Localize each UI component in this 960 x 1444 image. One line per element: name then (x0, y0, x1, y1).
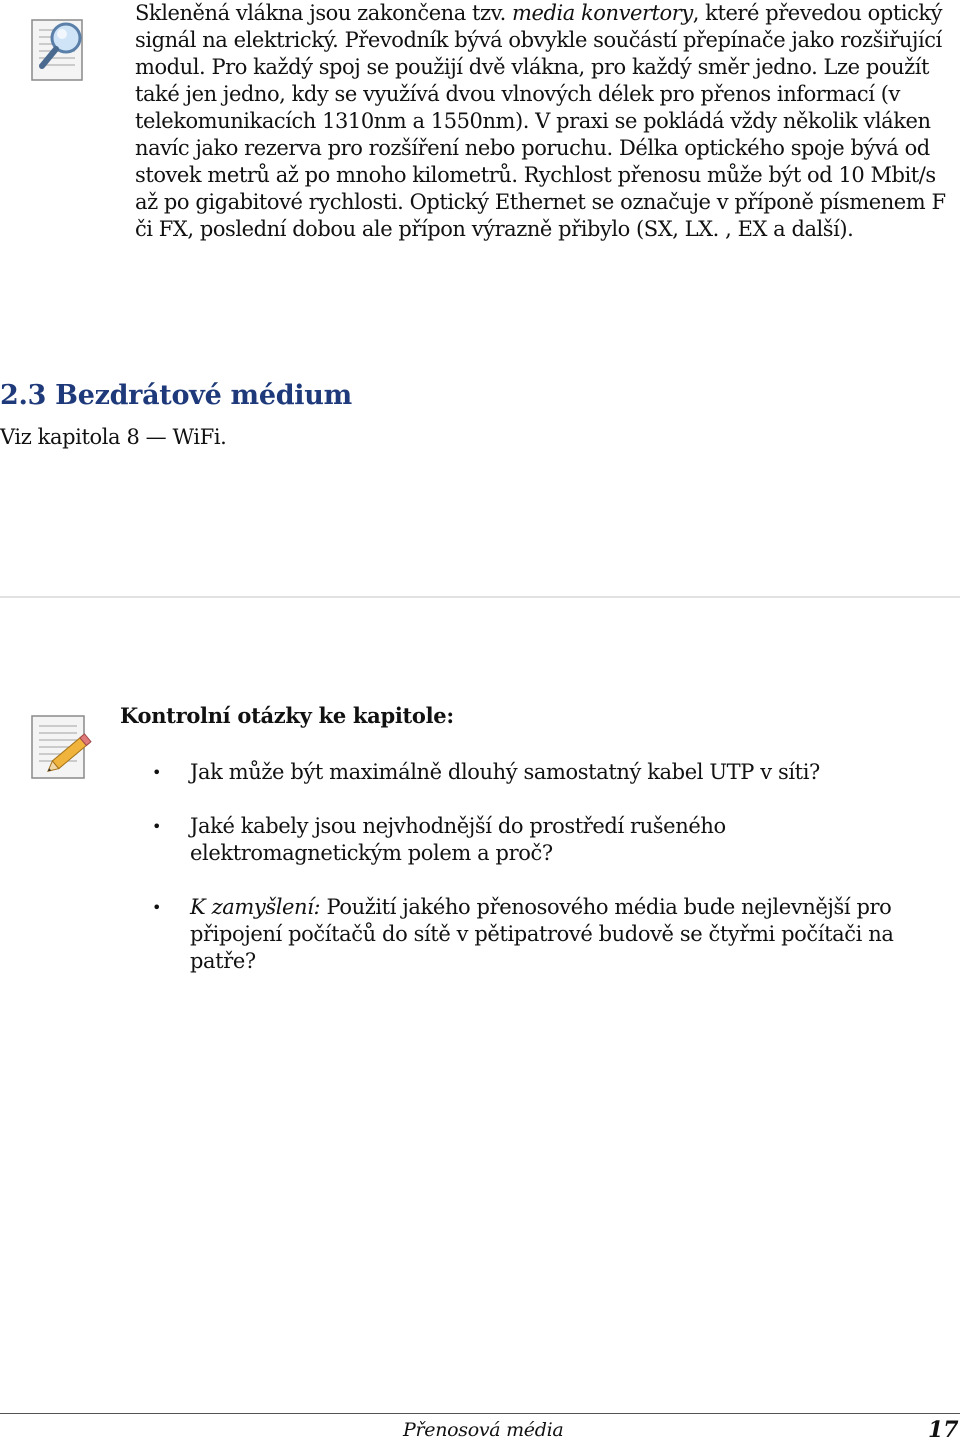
bullet-2: • (152, 817, 162, 836)
bullet-3: • (152, 898, 162, 917)
page-number: 17 (928, 1417, 959, 1443)
questions-heading: Kontrolní otázky ke kapitole: (120, 703, 454, 728)
intro-text-part1: Skleněná vlákna jsou zakončena tzv. (135, 1, 513, 25)
question-3 (190, 894, 930, 975)
section-text: Viz kapitola 8 — WiFi. (0, 425, 227, 449)
section-heading: 2.3 Bezdrátové médium (0, 380, 352, 411)
bullet-1: • (152, 763, 162, 782)
question-3-prefix: K zamyšlení: (190, 895, 321, 919)
intro-paragraph (135, 0, 960, 243)
intro-text-italic: media konvertory (512, 1, 693, 25)
footer-divider (0, 1413, 960, 1414)
question-3-text: Použití jakého přenosového média bude nejlevnější pro připojení počítačů do sítě v pětipatrové budově se čtyřmi počítači na patře? (190, 895, 894, 973)
question-1 (190, 759, 930, 786)
question-1-text: Jak může být maximálně dlouhý samostatný kabel UTP v síti? (190, 760, 820, 784)
pencil-document-icon (30, 714, 96, 780)
section-divider (0, 596, 960, 598)
intro-text-part2: , které převedou optický signál na elektrický. Převodník bývá obvykle součástí přepínače jako rozšiřující modul. Pro každý spoj se použijí dvě vlákna, pro každý směr jedno. Lze použít také jen jedno, kdy se využívá dvou vlnových délek pro přenos informací (v telekomunikacích 1310nm a 1550nm). V praxi se pokládá vždy několik vláken navíc jako rezerva pro rozšíření nebo poruchu. Délka optického spoje bývá od stovek metrů až po mnoho kilometrů. Rychlost přenosu může být od 10 Mbit/s až po gigabitové rychlosti. Optický Ethernet se označuje v příponě písmenem F či FX, poslední dobou ale přípon výrazně přibylo (SX, LX. , EX a další). (135, 1, 946, 241)
footer-title: Přenosová média (403, 1419, 564, 1441)
magnifier-document-icon (30, 14, 90, 82)
question-2-text: Jaké kabely jsou nejvhodnější do prostředí rušeného elektromagnetickým polem a proč? (190, 814, 726, 865)
question-2 (190, 813, 930, 867)
